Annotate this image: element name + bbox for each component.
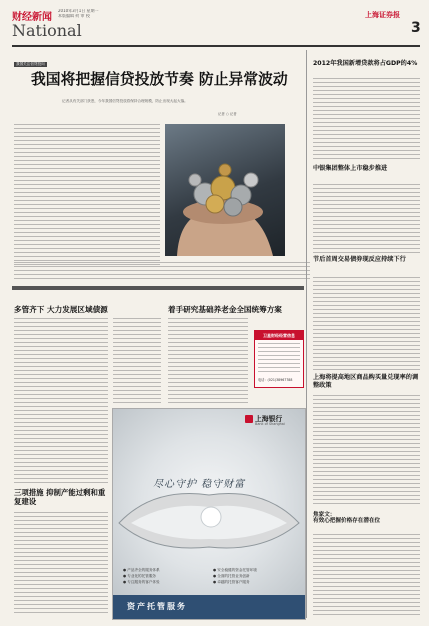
- col-a-body: [14, 318, 108, 486]
- masthead-rule: [12, 45, 420, 47]
- col-b-body: [168, 318, 248, 404]
- lead-photo: [165, 124, 285, 256]
- coins-in-hand-image: [165, 124, 285, 256]
- page-number: 3: [411, 20, 421, 36]
- col-b-headline: 着手研究基础养老金全国统筹方案: [168, 305, 282, 314]
- right-story4-headline: 上海将提高地区商品购买量兑现率的调整政策: [313, 374, 419, 389]
- section-label-cn: 财经新闻: [12, 12, 52, 23]
- ad-bullet: ● 产品齐全的服务体系: [123, 568, 160, 572]
- lead-body-text-right: [14, 262, 310, 280]
- section-label-en: National: [12, 21, 82, 40]
- right-story3-body: [313, 277, 420, 371]
- right-story5-kicker: 焦家文：: [313, 512, 336, 518]
- bank-name: 上海银行: [255, 415, 283, 423]
- ad-bullets-right: [213, 567, 301, 585]
- notice-phone: 电话：(021)38967788: [258, 378, 293, 382]
- bank-name-en: Bank of Shanghai: [255, 422, 285, 426]
- bank-advertisement: [112, 408, 306, 620]
- bank-logo-icon: [245, 415, 253, 423]
- right-story1-body: [313, 78, 420, 162]
- right-story5-body: [313, 534, 420, 616]
- lead-headline: 我国将把握信贷投放节奏 防止异常波动: [31, 71, 288, 88]
- ad-bullet: ● 卓越的托管客户服务: [213, 580, 250, 584]
- ad-bullet: ● 全面的托管业务创新: [213, 574, 250, 578]
- ad-bullet: ● 专业化的托管服务: [123, 574, 157, 578]
- col-mid-body: [113, 318, 161, 404]
- right-story2-headline: 中银集团整体上市稳步推进: [313, 165, 388, 172]
- lead-body-text: [14, 124, 160, 268]
- right-story1-headline: 2012年我国新增贷款将占GDP的4%: [313, 60, 418, 67]
- masthead: [12, 7, 420, 43]
- right-story3-headline: 节后首周交易债券现反应持续下行: [313, 256, 406, 263]
- ad-footer-bar: [113, 595, 305, 619]
- editor-info: 本版编辑 何 审 校: [58, 14, 90, 18]
- ad-bullet: ● 专注服务的客户体验: [123, 580, 160, 584]
- date-info: 2010年3月1日 星期一: [58, 9, 99, 13]
- col-c-headline: 三项措施 抑制产能过剩和重复建设: [14, 488, 106, 506]
- ad-footer-text: 资产托管服务: [127, 602, 187, 611]
- right-story5-headline: 有效心把握价格存在潜在位: [313, 518, 381, 524]
- lead-kicker: 我国关注信贷投向: [16, 62, 45, 66]
- notice-box: [254, 330, 304, 388]
- section-bar: [12, 286, 304, 290]
- column-divider-right: [306, 50, 307, 618]
- ad-bullets-left: [123, 567, 209, 585]
- right-story4-body: [313, 395, 420, 507]
- lead-byline: 记者 ○ 记者: [218, 112, 237, 116]
- col-a-headline: 多管齐下 大力发展区域债源: [14, 305, 108, 314]
- ad-slogan: 尽心守护 稳守财富: [153, 479, 246, 490]
- col-c-body: [14, 512, 108, 616]
- notice-title: 卫星财经经营信息: [255, 331, 303, 340]
- lead-deck: 记者从有关部门获悉，今年我国信贷投放将保持合理规模，防止出现大起大落。: [62, 99, 188, 103]
- right-story2-body: [313, 184, 420, 254]
- notice-body: [258, 343, 300, 373]
- paper-name: 上海证券报: [365, 11, 400, 19]
- ad-bullet: ● 安全稳健的资金托管环境: [213, 568, 257, 572]
